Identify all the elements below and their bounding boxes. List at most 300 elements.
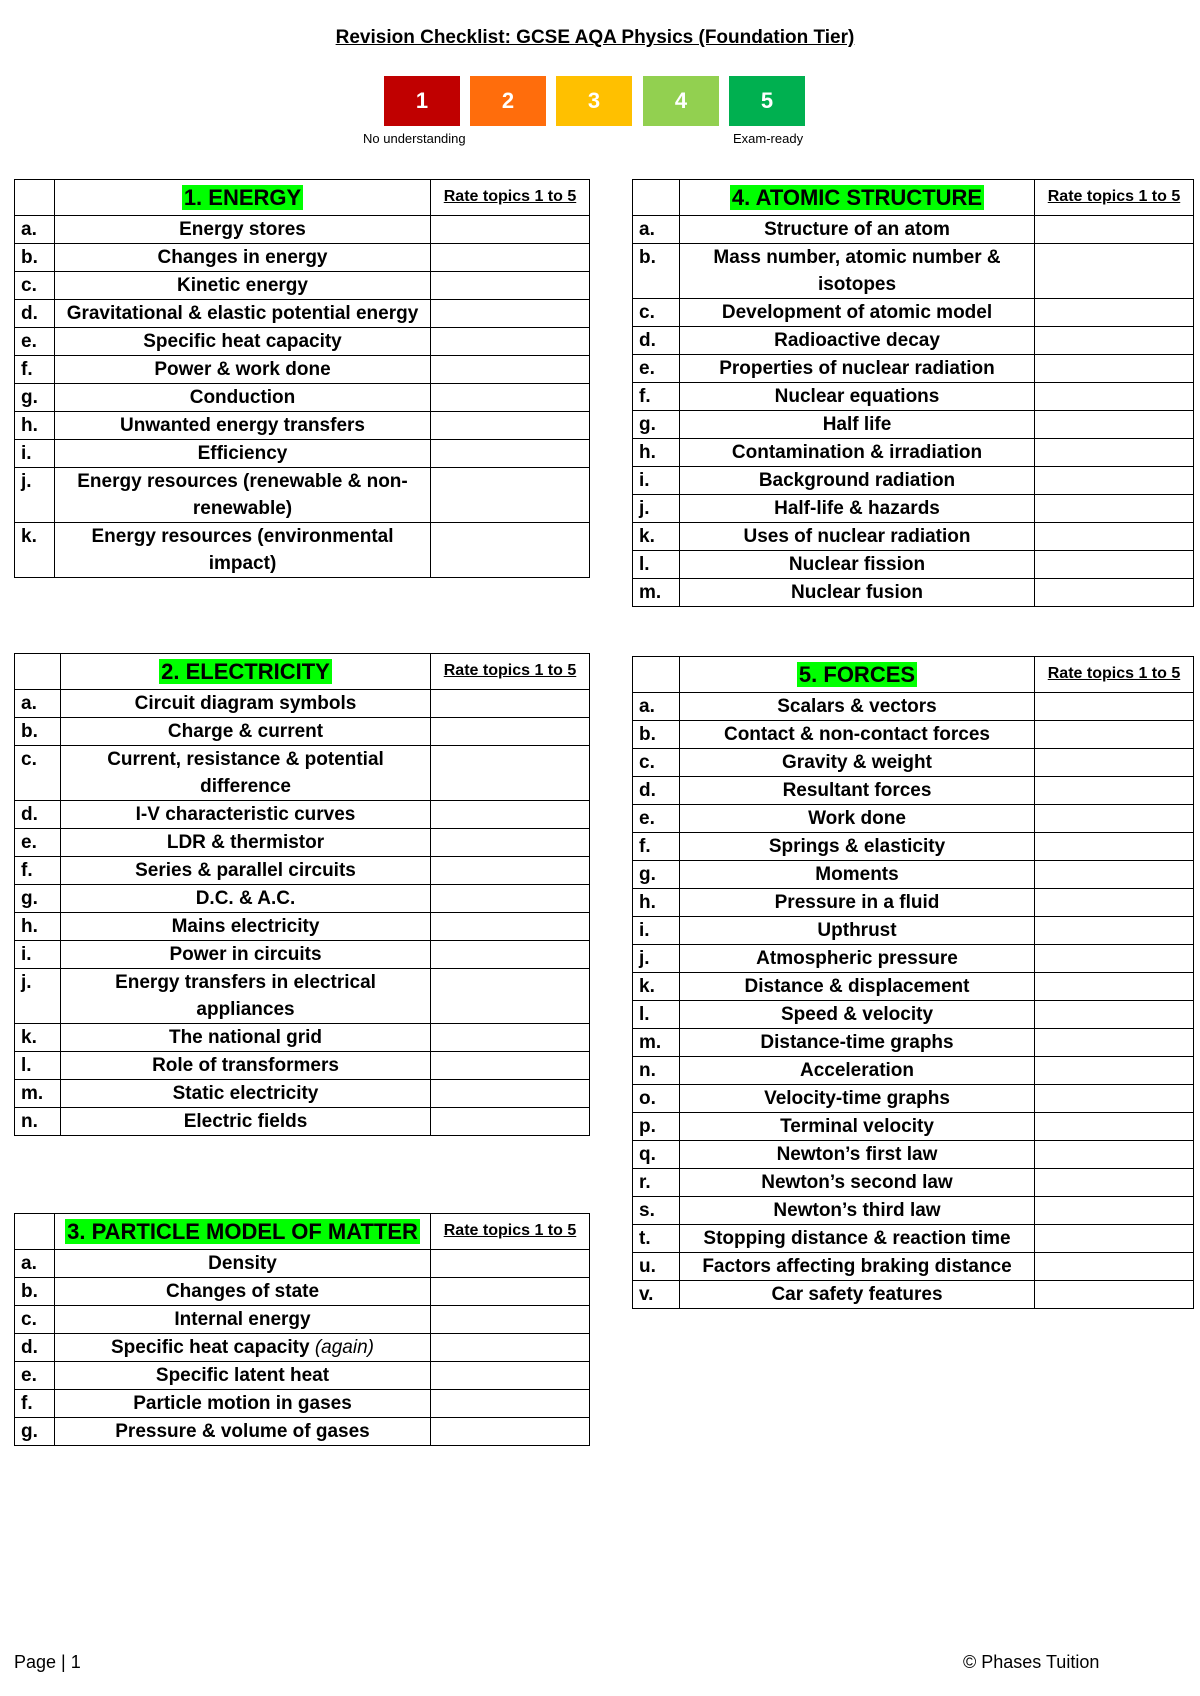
topic-cell <box>55 1334 431 1362</box>
checklist-row <box>15 384 590 412</box>
topic-label: Pressure & volume of gases <box>115 1421 370 1442</box>
topic-label: Charge & current <box>167 721 324 742</box>
rating-cell[interactable] <box>1035 917 1194 945</box>
topic-label: Speed & velocity <box>780 1004 934 1025</box>
topic-letter: a. <box>15 216 55 244</box>
topic-label: Contact & non-contact forces <box>723 724 991 745</box>
rating-cell[interactable] <box>1035 777 1194 805</box>
checklist-row <box>15 468 590 523</box>
topic-cell <box>61 1080 431 1108</box>
header-letter-cell <box>15 180 55 216</box>
scale-level-1: 1 <box>384 76 460 126</box>
checklist-row <box>15 801 590 829</box>
topic-label: Newton’s first law <box>776 1144 938 1165</box>
topic-cell <box>680 1225 1035 1253</box>
topic-letter: b. <box>633 721 680 749</box>
rating-cell[interactable] <box>1035 721 1194 749</box>
topic-label: Mass number, atomic number & isotopes <box>713 247 1001 295</box>
rating-cell[interactable] <box>1035 579 1194 607</box>
rating-cell[interactable] <box>1035 833 1194 861</box>
rating-cell[interactable] <box>1035 1197 1194 1225</box>
checklist-row <box>633 299 1194 327</box>
topic-cell <box>55 300 431 328</box>
rating-cell[interactable] <box>1035 244 1194 299</box>
rating-cell[interactable] <box>1035 1169 1194 1197</box>
topic-letter: b. <box>15 718 61 746</box>
rating-cell[interactable] <box>1035 1113 1194 1141</box>
checklist-row <box>633 1197 1194 1225</box>
scale-low-label: No understanding <box>363 131 466 146</box>
rating-cell[interactable] <box>431 829 590 857</box>
section-energy-table <box>14 179 590 578</box>
topic-letter: l. <box>15 1052 61 1080</box>
rating-cell[interactable] <box>1035 355 1194 383</box>
rating-cell[interactable] <box>431 328 590 356</box>
topic-letter: k. <box>15 1024 61 1052</box>
rating-cell[interactable] <box>1035 805 1194 833</box>
topic-label: Role of transformers <box>152 1055 339 1076</box>
rating-cell[interactable] <box>431 1108 590 1136</box>
topic-cell <box>680 551 1035 579</box>
checklist-row <box>633 355 1194 383</box>
topic-label: Work done <box>808 808 906 829</box>
topic-letter: a. <box>633 216 680 244</box>
topic-letter: d. <box>633 327 680 355</box>
topic-letter: f. <box>15 857 61 885</box>
rating-cell[interactable] <box>431 1334 590 1362</box>
checklist-row <box>15 1278 590 1306</box>
topic-label: Radioactive decay <box>774 330 940 351</box>
topic-label: Mains electricity <box>171 916 320 937</box>
topic-label: Properties of nuclear radiation <box>719 358 995 379</box>
rating-cell[interactable] <box>1035 973 1194 1001</box>
topic-cell <box>680 805 1035 833</box>
rate-topics-label: Rate topics 1 to 5 <box>431 654 590 690</box>
topic-label: Velocity-time graphs <box>764 1088 950 1109</box>
rate-topics-label: Rate topics 1 to 5 <box>1035 657 1194 693</box>
section-forces-table <box>632 656 1194 1309</box>
page-title: Revision Checklist: GCSE AQA Physics (Foundation Tier) <box>335 27 855 48</box>
topic-cell <box>55 1390 431 1418</box>
topic-letter: i. <box>15 440 55 468</box>
topic-letter: g. <box>15 885 61 913</box>
checklist-row <box>15 829 590 857</box>
scale-level-4: 4 <box>643 76 719 126</box>
rating-cell[interactable] <box>1035 1225 1194 1253</box>
rating-cell[interactable] <box>1035 889 1194 917</box>
rating-cell[interactable] <box>1035 861 1194 889</box>
topic-label: Factors affecting braking distance <box>702 1256 1012 1277</box>
topic-letter: b. <box>15 1278 55 1306</box>
rating-cell[interactable] <box>431 272 590 300</box>
topic-cell <box>61 690 431 718</box>
topic-cell <box>55 523 431 578</box>
rating-cell[interactable] <box>431 412 590 440</box>
topic-label: Series & parallel circuits <box>135 860 356 881</box>
rating-cell[interactable] <box>431 356 590 384</box>
topic-cell <box>680 749 1035 777</box>
topic-label: Distance-time graphs <box>760 1032 954 1053</box>
topic-cell <box>680 1001 1035 1029</box>
checklist-row <box>633 579 1194 607</box>
topic-letter: j. <box>633 945 680 973</box>
topic-letter: n. <box>15 1108 61 1136</box>
topic-cell <box>680 1113 1035 1141</box>
topic-label: Newton’s second law <box>761 1172 953 1193</box>
checklist-row <box>15 356 590 384</box>
topic-cell <box>680 777 1035 805</box>
rating-cell[interactable] <box>1035 1001 1194 1029</box>
checklist-row <box>633 945 1194 973</box>
checklist-row <box>15 244 590 272</box>
checklist-row <box>633 1085 1194 1113</box>
topic-letter: d. <box>15 1334 55 1362</box>
topic-label: Specific heat capacity <box>143 331 342 352</box>
topic-label: Current, resistance & potential difference <box>107 749 384 797</box>
topic-letter: h. <box>15 913 61 941</box>
rating-cell[interactable] <box>1035 216 1194 244</box>
topic-letter: q. <box>633 1141 680 1169</box>
rate-topics-label: Rate topics 1 to 5 <box>431 1214 590 1250</box>
checklist-row <box>633 1169 1194 1197</box>
topic-cell <box>680 355 1035 383</box>
topic-cell <box>680 411 1035 439</box>
topic-letter: e. <box>15 1362 55 1390</box>
checklist-row <box>633 833 1194 861</box>
rating-cell[interactable] <box>1035 1281 1194 1309</box>
rating-cell[interactable] <box>1035 383 1194 411</box>
topic-letter: m. <box>633 579 680 607</box>
rating-cell[interactable] <box>1035 551 1194 579</box>
checklist-row <box>633 749 1194 777</box>
checklist-row <box>633 861 1194 889</box>
checklist-row <box>15 1334 590 1362</box>
section-atomic-table <box>632 179 1194 607</box>
topic-letter: a. <box>15 1250 55 1278</box>
rating-cell[interactable] <box>431 384 590 412</box>
rating-cell[interactable] <box>1035 495 1194 523</box>
topic-cell <box>55 216 431 244</box>
topic-label: Newton’s third law <box>773 1200 941 1221</box>
topic-letter: l. <box>633 551 680 579</box>
checklist-row <box>15 718 590 746</box>
topic-label: Structure of an atom <box>764 219 950 240</box>
checklist-row <box>15 1080 590 1108</box>
rating-cell[interactable] <box>431 1080 590 1108</box>
rating-cell[interactable] <box>431 857 590 885</box>
topic-letter: i. <box>633 917 680 945</box>
rating-cell[interactable] <box>431 913 590 941</box>
rating-cell[interactable] <box>431 941 590 969</box>
topic-letter: s. <box>633 1197 680 1225</box>
section-heading-cell <box>55 1214 431 1250</box>
rating-cell[interactable] <box>431 468 590 523</box>
scale-level-3: 3 <box>556 76 632 126</box>
rating-cell[interactable] <box>1035 1029 1194 1057</box>
topic-label: D.C. & A.C. <box>195 888 296 909</box>
rating-cell[interactable] <box>431 1278 590 1306</box>
checklist-row <box>633 1057 1194 1085</box>
topic-label: Changes of state <box>165 1281 320 1302</box>
topic-label: Density <box>208 1253 277 1274</box>
checklist-row <box>633 693 1194 721</box>
checklist-row <box>15 690 590 718</box>
rating-cell[interactable] <box>431 1024 590 1052</box>
topic-letter: u. <box>633 1253 680 1281</box>
topic-letter: g. <box>15 384 55 412</box>
topic-letter: l. <box>633 1001 680 1029</box>
checklist-row <box>633 889 1194 917</box>
topic-letter: c. <box>15 746 61 801</box>
topic-cell <box>61 718 431 746</box>
rating-cell[interactable] <box>1035 523 1194 551</box>
topic-label: The national grid <box>168 1027 323 1048</box>
section-heading-cell <box>680 180 1035 216</box>
checklist-row <box>633 777 1194 805</box>
topic-letter: h. <box>15 412 55 440</box>
checklist-row <box>633 1225 1194 1253</box>
checklist-row <box>15 216 590 244</box>
topic-letter: k. <box>633 523 680 551</box>
rating-cell[interactable] <box>431 690 590 718</box>
topic-cell <box>61 801 431 829</box>
topic-cell <box>55 1278 431 1306</box>
section-particle-table <box>14 1213 590 1446</box>
topic-label: LDR & thermistor <box>166 832 325 853</box>
checklist-row <box>633 1141 1194 1169</box>
rating-cell[interactable] <box>431 440 590 468</box>
topic-letter: i. <box>633 467 680 495</box>
topic-letter: g. <box>633 411 680 439</box>
topic-cell <box>61 913 431 941</box>
checklist-row <box>15 746 590 801</box>
topic-cell <box>680 467 1035 495</box>
topic-label: Circuit diagram symbols <box>134 693 357 714</box>
section-heading: 5. FORCES <box>798 662 916 687</box>
checklist-row <box>633 551 1194 579</box>
topic-letter: d. <box>15 300 55 328</box>
rating-cell[interactable] <box>1035 1253 1194 1281</box>
topic-letter: m. <box>15 1080 61 1108</box>
topic-letter: p. <box>633 1113 680 1141</box>
topic-cell <box>680 973 1035 1001</box>
section-heading: 3. PARTICLE MODEL OF MATTER <box>67 1219 418 1244</box>
topic-label: Half life <box>822 414 892 435</box>
topic-cell <box>680 1169 1035 1197</box>
topic-cell <box>680 579 1035 607</box>
topic-cell <box>55 244 431 272</box>
topic-cell <box>55 440 431 468</box>
rating-cell[interactable] <box>431 1052 590 1080</box>
rate-topics-label: Rate topics 1 to 5 <box>1035 180 1194 216</box>
topic-label: Scalars & vectors <box>777 696 937 717</box>
topic-letter: k. <box>15 523 55 578</box>
scale-level-5: 5 <box>729 76 805 126</box>
topic-letter: f. <box>15 1390 55 1418</box>
rating-cell[interactable] <box>431 969 590 1024</box>
checklist-row <box>633 467 1194 495</box>
topic-cell <box>61 1024 431 1052</box>
topic-label: Terminal velocity <box>780 1116 934 1137</box>
topic-letter: e. <box>15 829 61 857</box>
topic-letter: g. <box>633 861 680 889</box>
topic-cell <box>680 327 1035 355</box>
checklist-row <box>15 1418 590 1446</box>
checklist-row <box>633 805 1194 833</box>
topic-cell <box>680 1197 1035 1225</box>
checklist-row <box>15 913 590 941</box>
topic-label: Contamination & irradiation <box>731 442 983 463</box>
topic-letter: e. <box>15 328 55 356</box>
topic-cell <box>680 1057 1035 1085</box>
rating-cell[interactable] <box>1035 1141 1194 1169</box>
topic-cell <box>55 1418 431 1446</box>
checklist-row <box>15 1362 590 1390</box>
rating-cell[interactable] <box>431 216 590 244</box>
topic-letter: k. <box>633 973 680 1001</box>
rating-cell[interactable] <box>431 1418 590 1446</box>
rating-cell[interactable] <box>431 1362 590 1390</box>
topic-label: Internal energy <box>174 1309 311 1330</box>
topic-label: Acceleration <box>799 1060 915 1081</box>
rating-cell[interactable] <box>1035 749 1194 777</box>
rating-cell[interactable] <box>431 1250 590 1278</box>
checklist-row <box>15 1390 590 1418</box>
rating-cell[interactable] <box>431 746 590 801</box>
topic-label: Energy stores <box>179 219 306 240</box>
rating-cell[interactable] <box>431 718 590 746</box>
rating-cell[interactable] <box>1035 945 1194 973</box>
rating-cell[interactable] <box>1035 299 1194 327</box>
topic-letter: j. <box>15 969 61 1024</box>
checklist-row <box>15 941 590 969</box>
rating-cell[interactable] <box>1035 439 1194 467</box>
topic-letter: c. <box>15 272 55 300</box>
topic-cell <box>61 1052 431 1080</box>
topic-cell <box>680 383 1035 411</box>
topic-label: Conduction <box>189 387 296 408</box>
rating-cell[interactable] <box>1035 327 1194 355</box>
header-letter-cell <box>633 657 680 693</box>
topic-letter: i. <box>15 941 61 969</box>
rating-cell[interactable] <box>431 1390 590 1418</box>
rating-cell[interactable] <box>431 523 590 578</box>
checklist-row <box>633 1029 1194 1057</box>
topic-label: Power & work done <box>154 359 331 380</box>
topic-cell <box>680 523 1035 551</box>
topic-letter: b. <box>15 244 55 272</box>
topic-label: Resultant forces <box>782 780 932 801</box>
checklist-row <box>15 1108 590 1136</box>
checklist-row <box>15 1052 590 1080</box>
rate-topics-label: Rate topics 1 to 5 <box>431 180 590 216</box>
topic-label: Distance & displacement <box>744 976 970 997</box>
topic-label: Electric fields <box>183 1111 308 1132</box>
topic-cell <box>680 1281 1035 1309</box>
topic-letter: d. <box>15 801 61 829</box>
rating-cell[interactable] <box>1035 693 1194 721</box>
copyright-notice: © Phases Tuition <box>963 1652 1100 1672</box>
topic-cell <box>55 1250 431 1278</box>
topic-letter: d. <box>633 777 680 805</box>
topic-label: Nuclear equations <box>774 386 940 407</box>
checklist-row <box>15 412 590 440</box>
topic-letter: f. <box>633 833 680 861</box>
topic-label: Kinetic energy <box>177 275 308 296</box>
topic-letter: c. <box>633 749 680 777</box>
topic-cell <box>61 746 431 801</box>
topic-label: Development of atomic model <box>721 302 993 323</box>
rating-cell[interactable] <box>431 1306 590 1334</box>
topic-cell <box>55 328 431 356</box>
topic-letter: a. <box>15 690 61 718</box>
topic-cell <box>61 857 431 885</box>
checklist-row <box>15 328 590 356</box>
topic-cell <box>55 1362 431 1390</box>
topic-cell <box>61 941 431 969</box>
rating-cell[interactable] <box>1035 411 1194 439</box>
topic-letter: j. <box>15 468 55 523</box>
topic-label: I-V characteristic curves <box>135 804 356 825</box>
topic-letter: n. <box>633 1057 680 1085</box>
checklist-row <box>633 1281 1194 1309</box>
topic-cell <box>55 468 431 523</box>
topic-cell <box>55 412 431 440</box>
checklist-row <box>633 439 1194 467</box>
topic-cell <box>680 439 1035 467</box>
topic-letter: o. <box>633 1085 680 1113</box>
topic-cell <box>55 1306 431 1334</box>
topic-letter: m. <box>633 1029 680 1057</box>
rating-cell[interactable] <box>431 244 590 272</box>
scale-high-label: Exam-ready <box>733 131 804 146</box>
checklist-row <box>15 857 590 885</box>
topic-cell <box>61 885 431 913</box>
checklist-row <box>15 272 590 300</box>
checklist-row <box>15 1250 590 1278</box>
topic-label: Atmospheric pressure <box>756 948 958 969</box>
rating-cell[interactable] <box>1035 1085 1194 1113</box>
topic-cell <box>680 244 1035 299</box>
rating-cell[interactable] <box>431 300 590 328</box>
rating-cell[interactable] <box>1035 1057 1194 1085</box>
topic-label: Power in circuits <box>169 944 322 965</box>
rating-cell[interactable] <box>431 885 590 913</box>
topic-letter: e. <box>633 805 680 833</box>
topic-label: Particle motion in gases <box>133 1393 352 1414</box>
topic-label: Energy transfers in electrical appliances <box>115 972 376 1020</box>
topic-label: Uses of nuclear radiation <box>743 526 971 547</box>
topic-label: Efficiency <box>197 443 288 464</box>
topic-letter: c. <box>15 1306 55 1334</box>
topic-label: Energy resources (environmental impact) <box>91 526 394 574</box>
checklist-row <box>633 411 1194 439</box>
topic-cell <box>680 833 1035 861</box>
section-heading-cell <box>680 657 1035 693</box>
topic-letter: b. <box>633 244 680 299</box>
rating-cell[interactable] <box>1035 467 1194 495</box>
topic-cell <box>680 216 1035 244</box>
rating-cell[interactable] <box>431 801 590 829</box>
topic-label: Gravitational & elastic potential energy <box>66 303 419 324</box>
checklist-row <box>633 523 1194 551</box>
topic-cell <box>61 1108 431 1136</box>
topic-cell <box>680 1141 1035 1169</box>
topic-label: Static electricity <box>172 1083 319 1104</box>
topic-letter: g. <box>15 1418 55 1446</box>
checklist-row <box>633 383 1194 411</box>
topic-label: Energy resources (renewable & non-renewable) <box>77 471 408 519</box>
